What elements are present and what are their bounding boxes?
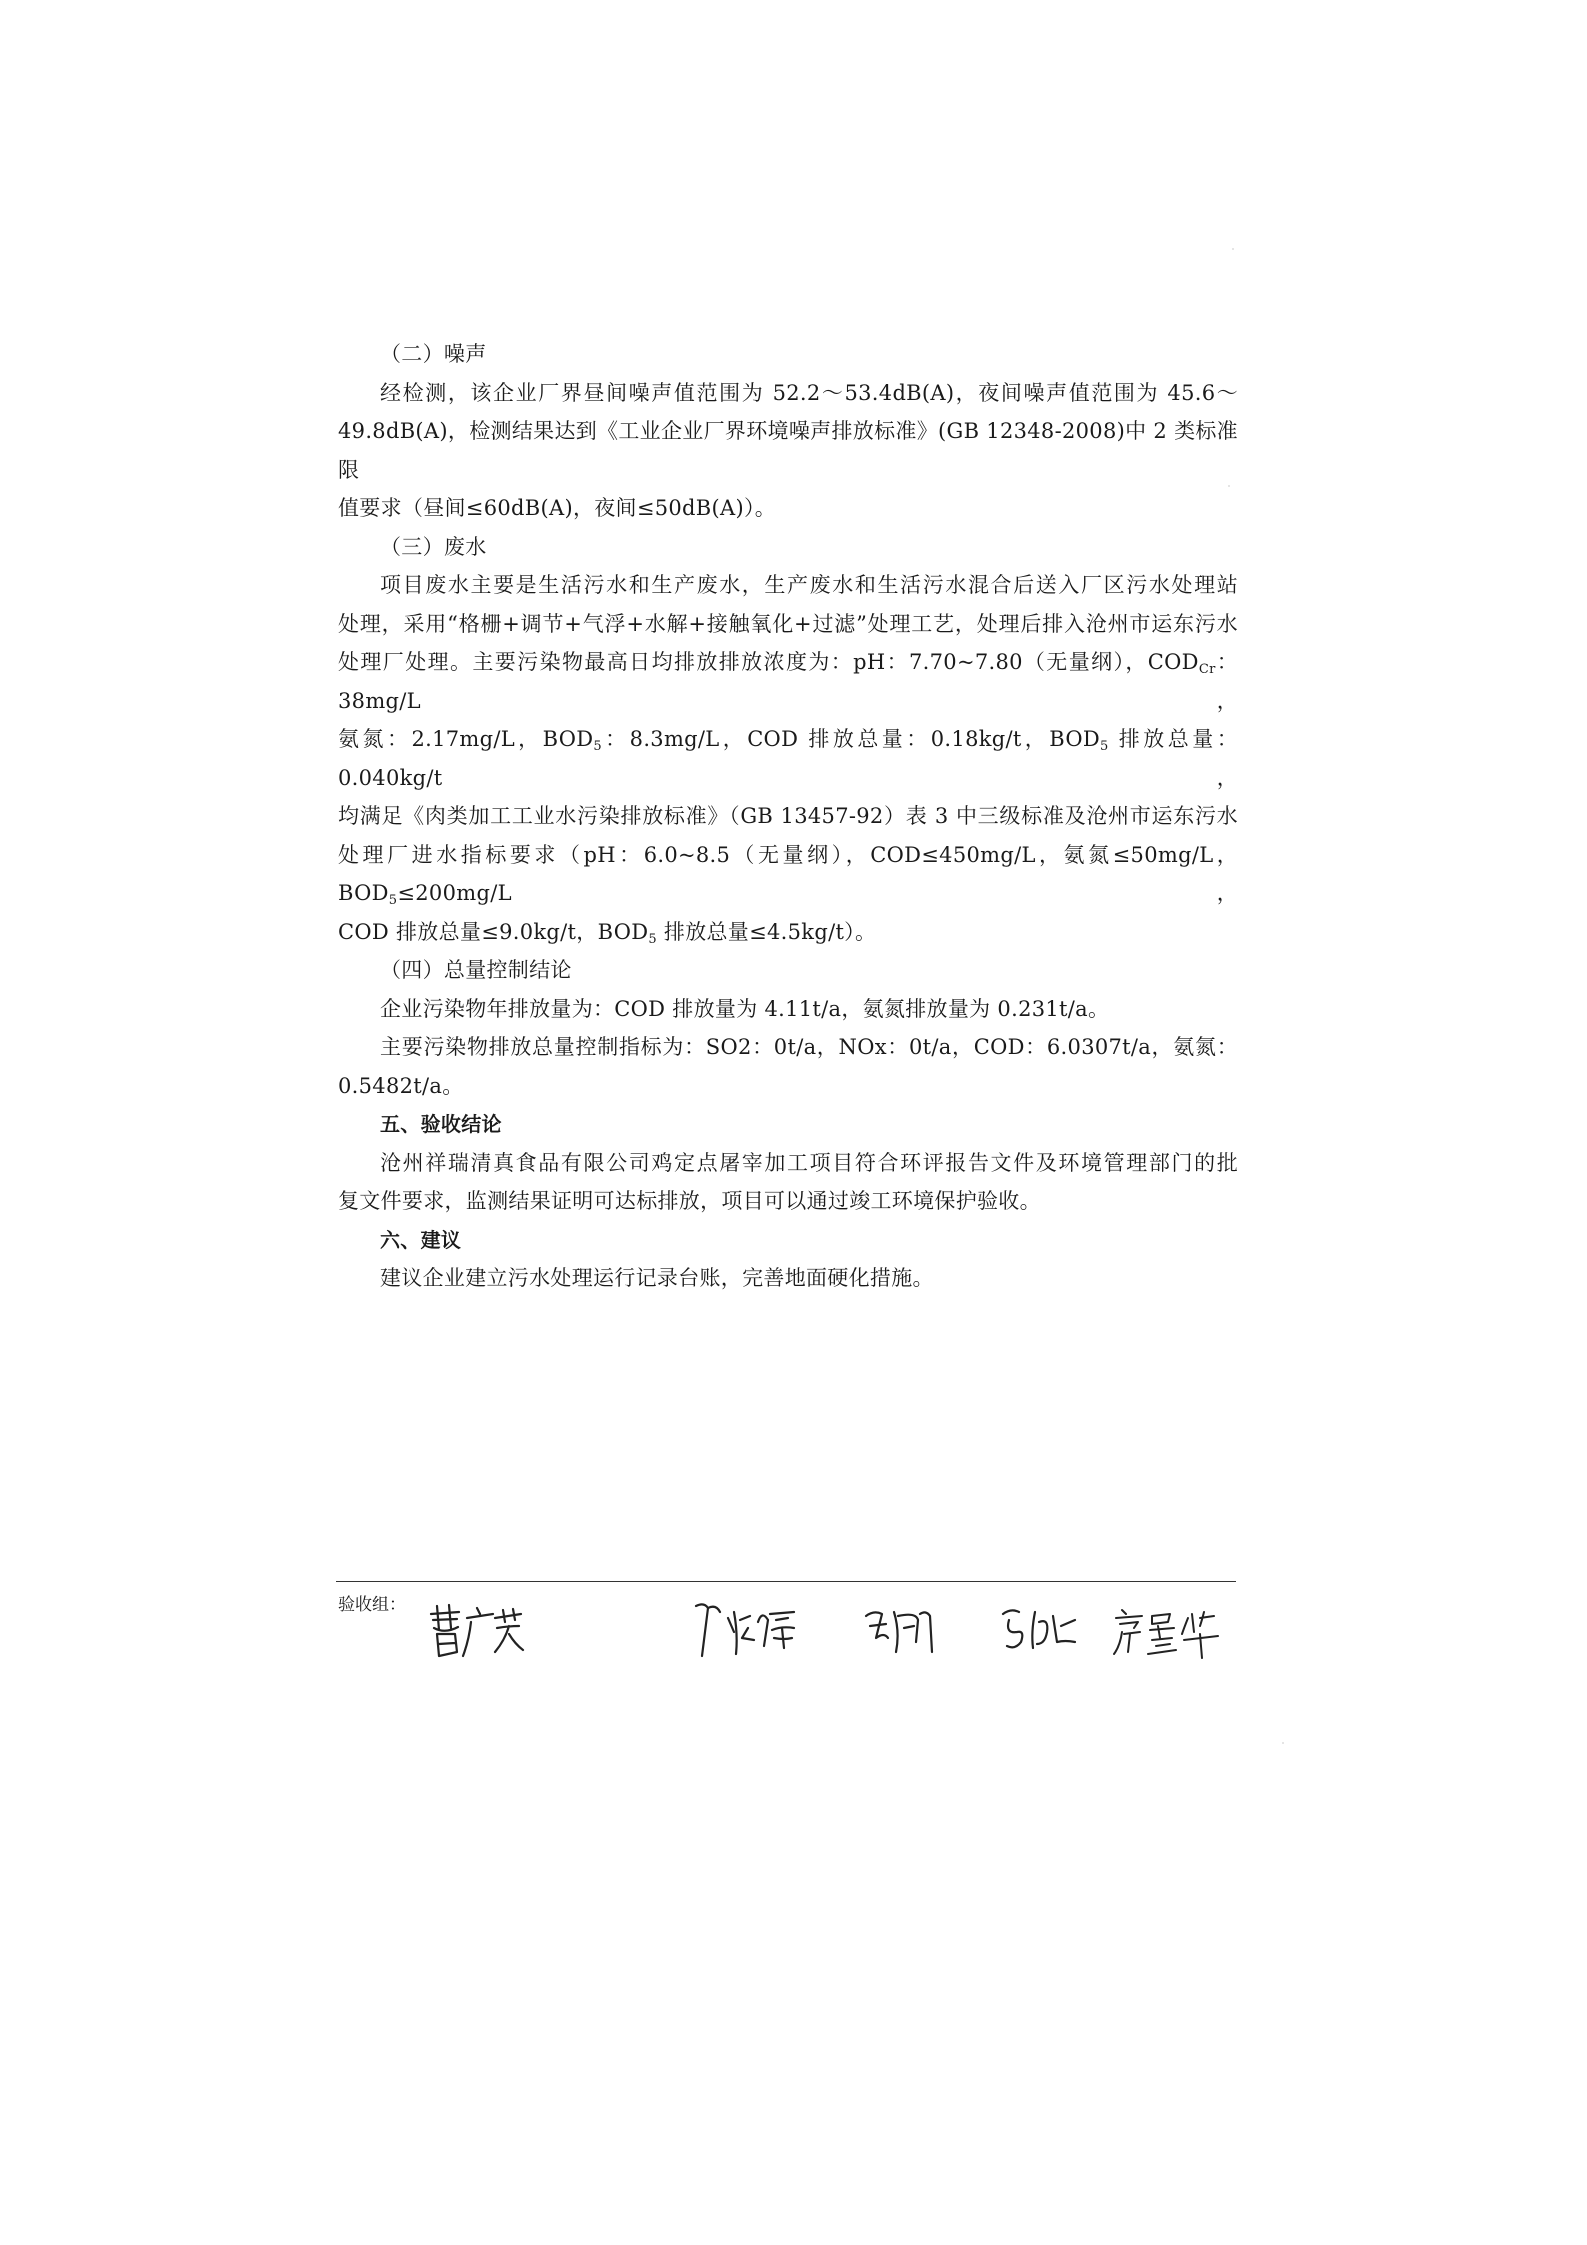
conclusion-line-2: 复文件要求，监测结果证明可达标排放，项目可以通过竣工环境保护验收。 (338, 1189, 1041, 1213)
signature-rule (336, 1581, 1236, 1582)
signature-5 (1112, 1604, 1232, 1660)
signature-label: 验收组： (338, 1595, 406, 1615)
total-line-2: 主要污染物排放总量控制指标为：SO2：0t/a，NOx：0t/a，COD：6.0307t/a，氨氮：0.5482t/a。 (338, 1035, 1238, 1098)
noise-paragraph (338, 374, 1238, 528)
wastewater-line-6: 处理厂进水指标要求（pH：6.0~8.5（无量纲），COD≤450mg/L，氨氮≤50mg/L，$BOD_5\le 200mg/L$， (338, 842, 1238, 908)
scan-speck (1232, 248, 1234, 250)
wastewater-line-5: 均满足《肉类加工工业水污染排放标准》（GB 13457-92）表 3 中三级标准及沧州市运东污水 (338, 804, 1238, 828)
signature-4 (995, 1602, 1085, 1660)
section-conclusion-heading: 五、验收结论 (380, 1112, 502, 1136)
section-advice-heading: 六、建议 (380, 1227, 462, 1252)
noise-line-1: 经检测，该企业厂界昼间噪声值范围为 52.2～53.4dB(A)，夜间噪声值范围为 45.6～ (380, 380, 1238, 405)
signature-1 (425, 1600, 525, 1662)
wastewater-line-2: 处理，采用“格栅+调节+气浮+水解+接触氧化+过滤”处理工艺，处理后排入沧州市运东污水 (338, 611, 1238, 636)
wastewater-line-3: 处理厂处理。主要污染物最高日均排放排放浓度为：pH：7.70~7.80（无量纲），$COD_{Cr}$：38mg/L， (338, 650, 1238, 713)
conclusion-paragraph (338, 1144, 1238, 1221)
scan-speck (1228, 485, 1230, 487)
advice-line-1: 建议企业建立污水处理运行记录台账，完善地面硬化措施。 (380, 1266, 934, 1290)
total-line-1: 企业污染物年排放量为：COD 排放量为 4.11t/a，氨氮排放量为 0.231t/a。 (380, 996, 1110, 1021)
wastewater-line-4: 氨氮：2.17mg/L，$BOD_5$：8.3mg/L，COD 排放总量：0.18kg/t，$BOD_5$ 排放总量：0.040kg/t， (338, 727, 1238, 790)
wastewater-line-7: COD 排放总量≤9.0kg/t，$BOD_5$ 排放总量≤4.5kg/t）。 (338, 919, 877, 947)
report-body (338, 335, 1238, 1298)
wastewater-paragraph (338, 566, 1238, 951)
wastewater-line-1: 项目废水主要是生活污水和生产废水，生产废水和生活污水混合后送入厂区污水处理站 (380, 573, 1238, 597)
noise-line-2: 49.8dB(A)，检测结果达到《工业企业厂界环境噪声排放标准》(GB 12348-2008)中 2 类标准限 (338, 419, 1238, 482)
signature-3 (860, 1602, 940, 1660)
section-wastewater-heading: （三）废水 (380, 534, 487, 559)
section-noise-heading: （二）噪声 (380, 342, 487, 366)
signature-2 (690, 1598, 800, 1660)
scan-speck (1282, 1742, 1284, 1744)
noise-line-3: 值要求（昼间≤60dB(A)，夜间≤50dB(A)）。 (338, 496, 777, 520)
section-total-heading: （四）总量控制结论 (380, 958, 572, 982)
conclusion-line-1: 沧州祥瑞清真食品有限公司鸡定点屠宰加工项目符合环评报告文件及环境管理部门的批 (380, 1150, 1238, 1175)
